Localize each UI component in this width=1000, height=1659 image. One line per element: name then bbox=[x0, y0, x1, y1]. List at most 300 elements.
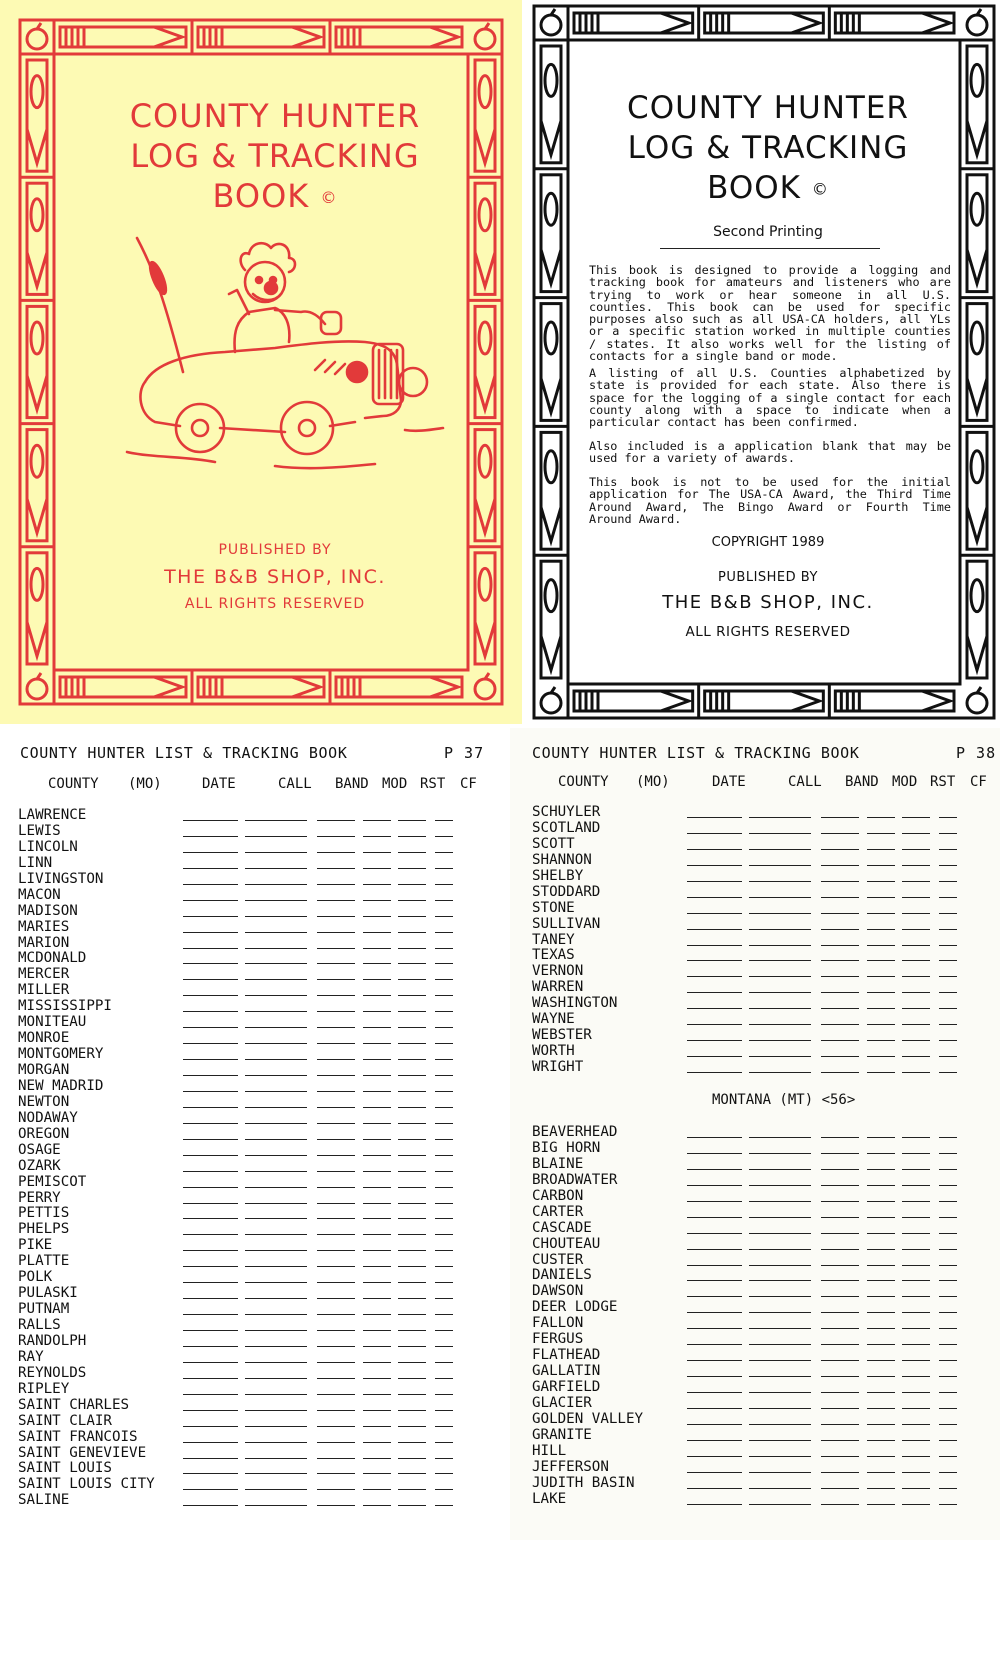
log-entry-line[interactable] bbox=[867, 1040, 895, 1041]
log-entry-line[interactable] bbox=[317, 1330, 355, 1331]
log-entry-line[interactable] bbox=[435, 868, 453, 869]
log-entry-line[interactable] bbox=[317, 995, 355, 996]
log-entry-line[interactable] bbox=[749, 960, 811, 961]
log-entry-line[interactable] bbox=[867, 1504, 895, 1505]
log-entry-line[interactable] bbox=[317, 1011, 355, 1012]
log-entry-line[interactable] bbox=[363, 1266, 391, 1267]
log-entry-line[interactable] bbox=[363, 916, 391, 917]
log-entry-line[interactable] bbox=[183, 1442, 238, 1443]
log-entry-line[interactable] bbox=[435, 1505, 453, 1506]
log-entry-line[interactable] bbox=[687, 1024, 742, 1025]
log-entry-line[interactable] bbox=[821, 833, 859, 834]
log-entry-line[interactable] bbox=[902, 1328, 930, 1329]
log-entry-line[interactable] bbox=[183, 900, 238, 901]
log-entry-line[interactable] bbox=[902, 1296, 930, 1297]
log-entry-line[interactable] bbox=[939, 1169, 957, 1170]
log-entry-line[interactable] bbox=[939, 865, 957, 866]
log-entry-line[interactable] bbox=[435, 1155, 453, 1156]
log-entry-line[interactable] bbox=[317, 1505, 355, 1506]
log-entry-line[interactable] bbox=[317, 1410, 355, 1411]
log-entry-line[interactable] bbox=[435, 932, 453, 933]
log-entry-line[interactable] bbox=[687, 897, 742, 898]
log-entry-line[interactable] bbox=[867, 1376, 895, 1377]
log-entry-line[interactable] bbox=[183, 868, 238, 869]
log-entry-line[interactable] bbox=[317, 963, 355, 964]
log-entry-line[interactable] bbox=[245, 1282, 307, 1283]
log-entry-line[interactable] bbox=[317, 820, 355, 821]
log-entry-line[interactable] bbox=[939, 1504, 957, 1505]
log-entry-line[interactable] bbox=[867, 1072, 895, 1073]
log-entry-line[interactable] bbox=[749, 992, 811, 993]
log-entry-line[interactable] bbox=[398, 1218, 426, 1219]
log-entry-line[interactable] bbox=[363, 1234, 391, 1235]
log-entry-line[interactable] bbox=[939, 1217, 957, 1218]
log-entry-line[interactable] bbox=[902, 929, 930, 930]
log-entry-line[interactable] bbox=[435, 852, 453, 853]
log-entry-line[interactable] bbox=[687, 992, 742, 993]
log-entry-line[interactable] bbox=[183, 1505, 238, 1506]
log-entry-line[interactable] bbox=[183, 836, 238, 837]
log-entry-line[interactable] bbox=[245, 820, 307, 821]
log-entry-line[interactable] bbox=[317, 979, 355, 980]
log-entry-line[interactable] bbox=[902, 1265, 930, 1266]
log-entry-line[interactable] bbox=[363, 1442, 391, 1443]
log-entry-line[interactable] bbox=[435, 1314, 453, 1315]
log-entry-line[interactable] bbox=[245, 1059, 307, 1060]
log-entry-line[interactable] bbox=[363, 932, 391, 933]
log-entry-line[interactable] bbox=[435, 820, 453, 821]
log-entry-line[interactable] bbox=[245, 1155, 307, 1156]
log-entry-line[interactable] bbox=[245, 1266, 307, 1267]
log-entry-line[interactable] bbox=[821, 1280, 859, 1281]
log-entry-line[interactable] bbox=[939, 992, 957, 993]
log-entry-line[interactable] bbox=[435, 1442, 453, 1443]
log-entry-line[interactable] bbox=[687, 817, 742, 818]
log-entry-line[interactable] bbox=[398, 868, 426, 869]
log-entry-line[interactable] bbox=[939, 1312, 957, 1313]
log-entry-line[interactable] bbox=[749, 1408, 811, 1409]
log-entry-line[interactable] bbox=[183, 884, 238, 885]
log-entry-line[interactable] bbox=[435, 1171, 453, 1172]
log-entry-line[interactable] bbox=[821, 1472, 859, 1473]
log-entry-line[interactable] bbox=[749, 1296, 811, 1297]
log-entry-line[interactable] bbox=[435, 1346, 453, 1347]
log-entry-line[interactable] bbox=[821, 1201, 859, 1202]
log-entry-line[interactable] bbox=[245, 1011, 307, 1012]
log-entry-line[interactable] bbox=[821, 913, 859, 914]
log-entry-line[interactable] bbox=[902, 1472, 930, 1473]
log-entry-line[interactable] bbox=[317, 1314, 355, 1315]
log-entry-line[interactable] bbox=[183, 979, 238, 980]
log-entry-line[interactable] bbox=[687, 1217, 742, 1218]
log-entry-line[interactable] bbox=[398, 1123, 426, 1124]
log-entry-line[interactable] bbox=[245, 1298, 307, 1299]
log-entry-line[interactable] bbox=[317, 1346, 355, 1347]
log-entry-line[interactable] bbox=[902, 1185, 930, 1186]
log-entry-line[interactable] bbox=[902, 897, 930, 898]
log-entry-line[interactable] bbox=[317, 1075, 355, 1076]
log-entry-line[interactable] bbox=[687, 976, 742, 977]
log-entry-line[interactable] bbox=[317, 1139, 355, 1140]
log-entry-line[interactable] bbox=[749, 929, 811, 930]
log-entry-line[interactable] bbox=[398, 900, 426, 901]
log-entry-line[interactable] bbox=[245, 1234, 307, 1235]
log-entry-line[interactable] bbox=[939, 1472, 957, 1473]
log-entry-line[interactable] bbox=[435, 1378, 453, 1379]
log-entry-line[interactable] bbox=[435, 1027, 453, 1028]
log-entry-line[interactable] bbox=[939, 1376, 957, 1377]
log-entry-line[interactable] bbox=[867, 913, 895, 914]
log-entry-line[interactable] bbox=[867, 1392, 895, 1393]
log-entry-line[interactable] bbox=[867, 849, 895, 850]
log-entry-line[interactable] bbox=[363, 1187, 391, 1188]
log-entry-line[interactable] bbox=[245, 948, 307, 949]
log-entry-line[interactable] bbox=[749, 817, 811, 818]
log-entry-line[interactable] bbox=[821, 1008, 859, 1009]
log-entry-line[interactable] bbox=[867, 1472, 895, 1473]
log-entry-line[interactable] bbox=[821, 1344, 859, 1345]
log-entry-line[interactable] bbox=[183, 1489, 238, 1490]
log-entry-line[interactable] bbox=[867, 1217, 895, 1218]
log-entry-line[interactable] bbox=[821, 1249, 859, 1250]
log-entry-line[interactable] bbox=[902, 833, 930, 834]
log-entry-line[interactable] bbox=[435, 1234, 453, 1235]
log-entry-line[interactable] bbox=[245, 963, 307, 964]
log-entry-line[interactable] bbox=[317, 1266, 355, 1267]
log-entry-line[interactable] bbox=[317, 1362, 355, 1363]
log-entry-line[interactable] bbox=[245, 1346, 307, 1347]
log-entry-line[interactable] bbox=[749, 865, 811, 866]
log-entry-line[interactable] bbox=[902, 1456, 930, 1457]
log-entry-line[interactable] bbox=[317, 1250, 355, 1251]
log-entry-line[interactable] bbox=[363, 1027, 391, 1028]
log-entry-line[interactable] bbox=[687, 1280, 742, 1281]
log-entry-line[interactable] bbox=[363, 1091, 391, 1092]
log-entry-line[interactable] bbox=[867, 929, 895, 930]
log-entry-line[interactable] bbox=[398, 916, 426, 917]
log-entry-line[interactable] bbox=[939, 1328, 957, 1329]
log-entry-line[interactable] bbox=[245, 916, 307, 917]
log-entry-line[interactable] bbox=[902, 1056, 930, 1057]
log-entry-line[interactable] bbox=[245, 1250, 307, 1251]
log-entry-line[interactable] bbox=[183, 1282, 238, 1283]
log-entry-line[interactable] bbox=[398, 1091, 426, 1092]
log-entry-line[interactable] bbox=[245, 1203, 307, 1204]
log-entry-line[interactable] bbox=[939, 1488, 957, 1489]
log-entry-line[interactable] bbox=[435, 995, 453, 996]
log-entry-line[interactable] bbox=[398, 1011, 426, 1012]
log-entry-line[interactable] bbox=[749, 1472, 811, 1473]
log-entry-line[interactable] bbox=[939, 1040, 957, 1041]
log-entry-line[interactable] bbox=[183, 1187, 238, 1188]
log-entry-line[interactable] bbox=[183, 1394, 238, 1395]
log-entry-line[interactable] bbox=[749, 976, 811, 977]
log-entry-line[interactable] bbox=[183, 1314, 238, 1315]
log-entry-line[interactable] bbox=[867, 1008, 895, 1009]
log-entry-line[interactable] bbox=[435, 1187, 453, 1188]
log-entry-line[interactable] bbox=[867, 1424, 895, 1425]
log-entry-line[interactable] bbox=[183, 1203, 238, 1204]
log-entry-line[interactable] bbox=[245, 1458, 307, 1459]
log-entry-line[interactable] bbox=[867, 1137, 895, 1138]
log-entry-line[interactable] bbox=[245, 1410, 307, 1411]
log-entry-line[interactable] bbox=[902, 881, 930, 882]
log-entry-line[interactable] bbox=[317, 1298, 355, 1299]
log-entry-line[interactable] bbox=[749, 1504, 811, 1505]
log-entry-line[interactable] bbox=[317, 948, 355, 949]
log-entry-line[interactable] bbox=[183, 1473, 238, 1474]
log-entry-line[interactable] bbox=[821, 1488, 859, 1489]
log-entry-line[interactable] bbox=[867, 960, 895, 961]
log-entry-line[interactable] bbox=[749, 1488, 811, 1489]
log-entry-line[interactable] bbox=[902, 1392, 930, 1393]
log-entry-line[interactable] bbox=[867, 881, 895, 882]
log-entry-line[interactable] bbox=[687, 1072, 742, 1073]
log-entry-line[interactable] bbox=[398, 1298, 426, 1299]
log-entry-line[interactable] bbox=[183, 1027, 238, 1028]
log-entry-line[interactable] bbox=[939, 881, 957, 882]
log-entry-line[interactable] bbox=[939, 976, 957, 977]
log-entry-line[interactable] bbox=[183, 1171, 238, 1172]
log-entry-line[interactable] bbox=[821, 1392, 859, 1393]
log-entry-line[interactable] bbox=[687, 1056, 742, 1057]
log-entry-line[interactable] bbox=[687, 1137, 742, 1138]
log-entry-line[interactable] bbox=[317, 1123, 355, 1124]
log-entry-line[interactable] bbox=[435, 979, 453, 980]
log-entry-line[interactable] bbox=[939, 945, 957, 946]
log-entry-line[interactable] bbox=[939, 1440, 957, 1441]
log-entry-line[interactable] bbox=[317, 900, 355, 901]
log-entry-line[interactable] bbox=[867, 1408, 895, 1409]
log-entry-line[interactable] bbox=[821, 976, 859, 977]
log-entry-line[interactable] bbox=[317, 852, 355, 853]
log-entry-line[interactable] bbox=[363, 995, 391, 996]
log-entry-line[interactable] bbox=[687, 1456, 742, 1457]
log-entry-line[interactable] bbox=[317, 1091, 355, 1092]
log-entry-line[interactable] bbox=[687, 1040, 742, 1041]
log-entry-line[interactable] bbox=[821, 945, 859, 946]
log-entry-line[interactable] bbox=[317, 1203, 355, 1204]
log-entry-line[interactable] bbox=[183, 995, 238, 996]
log-entry-line[interactable] bbox=[687, 1249, 742, 1250]
log-entry-line[interactable] bbox=[363, 1139, 391, 1140]
log-entry-line[interactable] bbox=[821, 881, 859, 882]
log-entry-line[interactable] bbox=[398, 1505, 426, 1506]
log-entry-line[interactable] bbox=[245, 1139, 307, 1140]
log-entry-line[interactable] bbox=[939, 897, 957, 898]
log-entry-line[interactable] bbox=[749, 945, 811, 946]
log-entry-line[interactable] bbox=[821, 1233, 859, 1234]
log-entry-line[interactable] bbox=[821, 1424, 859, 1425]
log-entry-line[interactable] bbox=[183, 1250, 238, 1251]
log-entry-line[interactable] bbox=[821, 1360, 859, 1361]
log-entry-line[interactable] bbox=[398, 1362, 426, 1363]
log-entry-line[interactable] bbox=[902, 976, 930, 977]
log-entry-line[interactable] bbox=[687, 1488, 742, 1489]
log-entry-line[interactable] bbox=[867, 833, 895, 834]
log-entry-line[interactable] bbox=[317, 1155, 355, 1156]
log-entry-line[interactable] bbox=[902, 1488, 930, 1489]
log-entry-line[interactable] bbox=[245, 852, 307, 853]
log-entry-line[interactable] bbox=[867, 1328, 895, 1329]
log-entry-line[interactable] bbox=[183, 963, 238, 964]
log-entry-line[interactable] bbox=[245, 1027, 307, 1028]
log-entry-line[interactable] bbox=[398, 852, 426, 853]
log-entry-line[interactable] bbox=[183, 1410, 238, 1411]
log-entry-line[interactable] bbox=[867, 945, 895, 946]
log-entry-line[interactable] bbox=[435, 1075, 453, 1076]
log-entry-line[interactable] bbox=[687, 1328, 742, 1329]
log-entry-line[interactable] bbox=[749, 1137, 811, 1138]
log-entry-line[interactable] bbox=[939, 1008, 957, 1009]
log-entry-line[interactable] bbox=[902, 1040, 930, 1041]
log-entry-line[interactable] bbox=[363, 963, 391, 964]
log-entry-line[interactable] bbox=[902, 992, 930, 993]
log-entry-line[interactable] bbox=[435, 836, 453, 837]
log-entry-line[interactable] bbox=[363, 836, 391, 837]
log-entry-line[interactable] bbox=[939, 913, 957, 914]
log-entry-line[interactable] bbox=[435, 1107, 453, 1108]
log-entry-line[interactable] bbox=[363, 1505, 391, 1506]
log-entry-line[interactable] bbox=[749, 1217, 811, 1218]
log-entry-line[interactable] bbox=[435, 1250, 453, 1251]
log-entry-line[interactable] bbox=[183, 1378, 238, 1379]
log-entry-line[interactable] bbox=[821, 1456, 859, 1457]
log-entry-line[interactable] bbox=[398, 884, 426, 885]
log-entry-line[interactable] bbox=[867, 992, 895, 993]
log-entry-line[interactable] bbox=[902, 1008, 930, 1009]
log-entry-line[interactable] bbox=[939, 1072, 957, 1073]
log-entry-line[interactable] bbox=[317, 1234, 355, 1235]
log-entry-line[interactable] bbox=[687, 1344, 742, 1345]
log-entry-line[interactable] bbox=[363, 1473, 391, 1474]
log-entry-line[interactable] bbox=[435, 1282, 453, 1283]
log-entry-line[interactable] bbox=[398, 1330, 426, 1331]
log-entry-line[interactable] bbox=[435, 948, 453, 949]
log-entry-line[interactable] bbox=[435, 1123, 453, 1124]
log-entry-line[interactable] bbox=[749, 1024, 811, 1025]
log-entry-line[interactable] bbox=[749, 1312, 811, 1313]
log-entry-line[interactable] bbox=[363, 1346, 391, 1347]
log-entry-line[interactable] bbox=[749, 1344, 811, 1345]
log-entry-line[interactable] bbox=[398, 836, 426, 837]
log-entry-line[interactable] bbox=[435, 1330, 453, 1331]
log-entry-line[interactable] bbox=[317, 932, 355, 933]
log-entry-line[interactable] bbox=[245, 1091, 307, 1092]
log-entry-line[interactable] bbox=[245, 836, 307, 837]
log-entry-line[interactable] bbox=[867, 1488, 895, 1489]
log-entry-line[interactable] bbox=[435, 884, 453, 885]
log-entry-line[interactable] bbox=[363, 1426, 391, 1427]
log-entry-line[interactable] bbox=[821, 1072, 859, 1073]
log-entry-line[interactable] bbox=[245, 1123, 307, 1124]
log-entry-line[interactable] bbox=[749, 849, 811, 850]
log-entry-line[interactable] bbox=[363, 820, 391, 821]
log-entry-line[interactable] bbox=[821, 1440, 859, 1441]
log-entry-line[interactable] bbox=[687, 833, 742, 834]
log-entry-line[interactable] bbox=[245, 1505, 307, 1506]
log-entry-line[interactable] bbox=[245, 1442, 307, 1443]
log-entry-line[interactable] bbox=[687, 1312, 742, 1313]
log-entry-line[interactable] bbox=[183, 1218, 238, 1219]
log-entry-line[interactable] bbox=[183, 1155, 238, 1156]
log-entry-line[interactable] bbox=[687, 1360, 742, 1361]
log-entry-line[interactable] bbox=[398, 1250, 426, 1251]
log-entry-line[interactable] bbox=[245, 1378, 307, 1379]
log-entry-line[interactable] bbox=[245, 1043, 307, 1044]
log-entry-line[interactable] bbox=[363, 1043, 391, 1044]
log-entry-line[interactable] bbox=[317, 1171, 355, 1172]
log-entry-line[interactable] bbox=[902, 1169, 930, 1170]
log-entry-line[interactable] bbox=[867, 1233, 895, 1234]
log-entry-line[interactable] bbox=[902, 1280, 930, 1281]
log-entry-line[interactable] bbox=[363, 1362, 391, 1363]
log-entry-line[interactable] bbox=[398, 948, 426, 949]
log-entry-line[interactable] bbox=[317, 1426, 355, 1427]
log-entry-line[interactable] bbox=[363, 1410, 391, 1411]
log-entry-line[interactable] bbox=[245, 1394, 307, 1395]
log-entry-line[interactable] bbox=[867, 1296, 895, 1297]
log-entry-line[interactable] bbox=[317, 1059, 355, 1060]
log-entry-line[interactable] bbox=[435, 1410, 453, 1411]
log-entry-line[interactable] bbox=[867, 1312, 895, 1313]
log-entry-line[interactable] bbox=[398, 1139, 426, 1140]
log-entry-line[interactable] bbox=[749, 881, 811, 882]
log-entry-line[interactable] bbox=[245, 1107, 307, 1108]
log-entry-line[interactable] bbox=[183, 1266, 238, 1267]
log-entry-line[interactable] bbox=[363, 884, 391, 885]
log-entry-line[interactable] bbox=[749, 1056, 811, 1057]
log-entry-line[interactable] bbox=[398, 1458, 426, 1459]
log-entry-line[interactable] bbox=[749, 1233, 811, 1234]
log-entry-line[interactable] bbox=[435, 1203, 453, 1204]
log-entry-line[interactable] bbox=[398, 979, 426, 980]
log-entry-line[interactable] bbox=[867, 1344, 895, 1345]
log-entry-line[interactable] bbox=[821, 1153, 859, 1154]
log-entry-line[interactable] bbox=[398, 1442, 426, 1443]
log-entry-line[interactable] bbox=[687, 1201, 742, 1202]
log-entry-line[interactable] bbox=[245, 900, 307, 901]
log-entry-line[interactable] bbox=[749, 1424, 811, 1425]
log-entry-line[interactable] bbox=[398, 1266, 426, 1267]
log-entry-line[interactable] bbox=[902, 1344, 930, 1345]
log-entry-line[interactable] bbox=[245, 1426, 307, 1427]
log-entry-line[interactable] bbox=[687, 865, 742, 866]
log-entry-line[interactable] bbox=[821, 817, 859, 818]
log-entry-line[interactable] bbox=[749, 1040, 811, 1041]
log-entry-line[interactable] bbox=[317, 1442, 355, 1443]
log-entry-line[interactable] bbox=[902, 1137, 930, 1138]
log-entry-line[interactable] bbox=[821, 960, 859, 961]
log-entry-line[interactable] bbox=[363, 1218, 391, 1219]
log-entry-line[interactable] bbox=[363, 1489, 391, 1490]
log-entry-line[interactable] bbox=[317, 1394, 355, 1395]
log-entry-line[interactable] bbox=[821, 1328, 859, 1329]
log-entry-line[interactable] bbox=[939, 1249, 957, 1250]
log-entry-line[interactable] bbox=[821, 1056, 859, 1057]
log-entry-line[interactable] bbox=[939, 1056, 957, 1057]
log-entry-line[interactable] bbox=[867, 1201, 895, 1202]
log-entry-line[interactable] bbox=[687, 1008, 742, 1009]
log-entry-line[interactable] bbox=[435, 1362, 453, 1363]
log-entry-line[interactable] bbox=[317, 884, 355, 885]
log-entry-line[interactable] bbox=[749, 1392, 811, 1393]
log-entry-line[interactable] bbox=[867, 1360, 895, 1361]
log-entry-line[interactable] bbox=[317, 1218, 355, 1219]
log-entry-line[interactable] bbox=[183, 1458, 238, 1459]
log-entry-line[interactable] bbox=[902, 1217, 930, 1218]
log-entry-line[interactable] bbox=[363, 1378, 391, 1379]
